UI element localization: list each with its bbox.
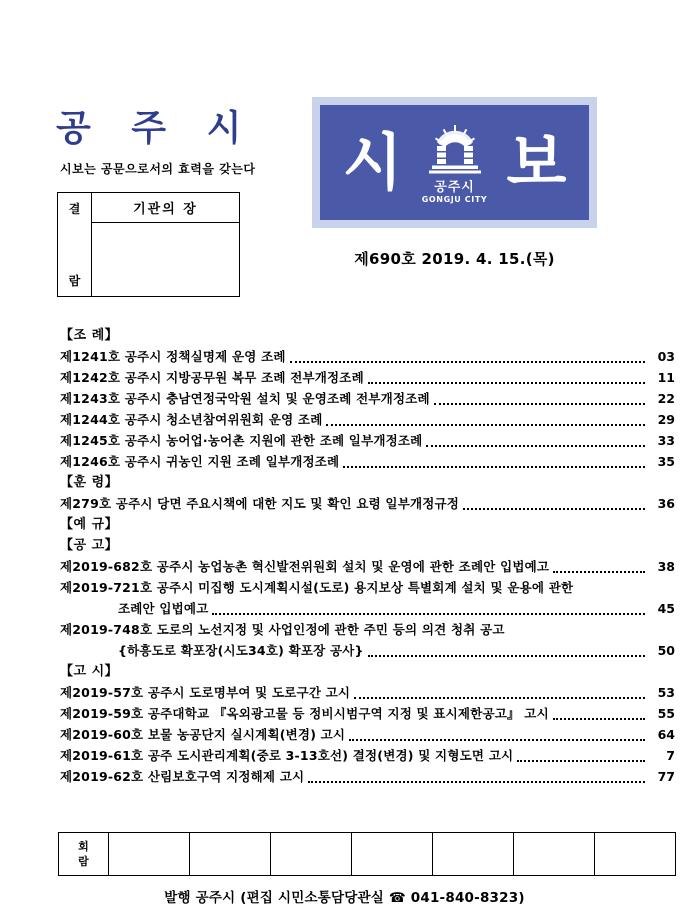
circulation-cell[interactable] bbox=[352, 833, 433, 875]
issue-number-date: 제690호 2019. 4. 15.(목) bbox=[354, 250, 555, 268]
toc-leader-dots bbox=[434, 402, 645, 405]
toc-entry[interactable] bbox=[60, 346, 675, 367]
toc-leader-dots bbox=[553, 570, 645, 573]
toc-entry[interactable] bbox=[60, 724, 675, 745]
toc-page-number: 35 bbox=[657, 454, 675, 469]
toc-leader-dots bbox=[517, 759, 645, 762]
toc-entry-label: 제2019-60호 보물 농공단지 실시계획(변경) 고시 bbox=[60, 727, 346, 742]
approval-signature-area bbox=[92, 223, 239, 296]
toc-entry-label: 제1246호 공주시 귀농인 지원 조례 일부개정조례 bbox=[60, 454, 340, 469]
approval-label-column bbox=[58, 193, 92, 296]
toc-entry[interactable] bbox=[60, 430, 675, 451]
circulation-cell[interactable] bbox=[271, 833, 352, 875]
toc-page-number: 77 bbox=[657, 769, 675, 784]
toc-page-number: 55 bbox=[657, 706, 675, 721]
toc-entry-label: 제1245호 공주시 농어업·농어촌 지원에 관한 조례 일부개정조례 bbox=[60, 433, 423, 448]
circulation-cell[interactable] bbox=[514, 833, 595, 875]
toc-entry[interactable] bbox=[60, 556, 675, 577]
toc-section-heading: 【공 고】 bbox=[60, 538, 119, 553]
circulation-cell[interactable] bbox=[433, 833, 514, 875]
toc-page-number: 45 bbox=[657, 601, 675, 616]
toc-entry[interactable] bbox=[60, 598, 675, 619]
toc-entry[interactable] bbox=[60, 367, 675, 388]
toc-entry[interactable] bbox=[60, 388, 675, 409]
arch-gate-icon bbox=[415, 122, 495, 180]
circulation-label-bottom: 람 bbox=[78, 855, 89, 868]
toc-section-heading: 【조 례】 bbox=[60, 328, 119, 343]
toc-entry-label: 제2019-748호 도로의 노선지정 및 사업인정에 관한 주민 등의 의견 청취 공고 bbox=[60, 622, 505, 637]
circulation-box bbox=[58, 832, 676, 876]
toc-entry-label: 제2019-62호 산림보호구역 지정해제 고시 bbox=[60, 769, 305, 784]
gazette-logo-inner bbox=[320, 105, 589, 220]
toc-leader-dots bbox=[577, 593, 645, 594]
toc-leader-dots bbox=[354, 696, 645, 699]
toc-entry[interactable] bbox=[60, 451, 675, 472]
toc-page-number: 36 bbox=[657, 496, 675, 511]
table-of-contents bbox=[60, 325, 675, 787]
toc-page-number: 50 bbox=[657, 643, 675, 658]
toc-entry-label: {하흥도로 확포장(시도34호) 확포장 공사} bbox=[118, 643, 364, 658]
toc-section-heading: 【예 규】 bbox=[60, 517, 119, 532]
approval-label-top: 결 bbox=[68, 202, 81, 216]
toc-entry-label: 제2019-57호 공주시 도로명부여 및 도로구간 고시 bbox=[60, 685, 351, 700]
toc-page-number: 38 bbox=[657, 559, 675, 574]
toc-page-number: 03 bbox=[657, 349, 675, 364]
toc-page-number: 11 bbox=[657, 370, 675, 385]
toc-entry[interactable] bbox=[60, 493, 675, 514]
toc-leader-dots bbox=[509, 635, 645, 636]
circulation-cell[interactable] bbox=[190, 833, 271, 875]
toc-leader-dots bbox=[290, 360, 645, 363]
toc-entry[interactable] bbox=[60, 409, 675, 430]
emblem-korean-label: 공주시 bbox=[434, 179, 475, 195]
approval-stamp-box bbox=[57, 192, 240, 297]
toc-entry-label: 조례안 입법예고 bbox=[118, 601, 209, 616]
circulation-cell[interactable] bbox=[595, 833, 675, 875]
toc-leader-dots bbox=[212, 612, 645, 615]
gazette-logo-banner bbox=[312, 97, 597, 228]
toc-entry-label: 제1242호 공주시 지방공무원 복무 조례 전부개정조례 bbox=[60, 370, 364, 385]
approval-signature-column bbox=[92, 193, 239, 296]
toc-entry-label: 제2019-61호 공주 도시관리계획(중로 3-13호선) 결정(변경) 및 지형도면 고시 bbox=[60, 748, 514, 763]
circulation-label bbox=[59, 833, 109, 875]
logo-char-bo: 보 bbox=[506, 125, 567, 199]
toc-entry-label: 제1241호 공주시 정책실명제 운영 조례 bbox=[60, 349, 286, 364]
toc-section-heading: 【고 시】 bbox=[60, 664, 119, 679]
emblem-english-label: GONGJU CITY bbox=[421, 194, 488, 204]
toc-entry-label: 제2019-682호 공주시 농업농촌 혁신발전위원회 설치 및 운영에 관한 조례안 입법예고 bbox=[60, 559, 550, 574]
toc-leader-dots bbox=[553, 717, 645, 720]
circulation-label-top: 회 bbox=[78, 840, 89, 853]
toc-page-number: 53 bbox=[657, 685, 675, 700]
logo-char-si: 시 bbox=[342, 125, 403, 199]
toc-leader-dots bbox=[368, 654, 645, 657]
toc-leader-dots bbox=[308, 780, 645, 783]
toc-entry-label: 제2019-59호 공주대학교 『옥외광고물 등 정비시범구역 지정 및 표시제한공고』 고시 bbox=[60, 706, 549, 721]
toc-entry[interactable] bbox=[60, 577, 675, 598]
toc-leader-dots bbox=[368, 381, 645, 384]
toc-entry-label: 제2019-721호 공주시 미집행 도시계획시설(도로) 용지보상 특별회계 설치 및 운용에 관한 bbox=[60, 580, 574, 595]
toc-leader-dots bbox=[426, 444, 645, 447]
toc-leader-dots bbox=[463, 507, 645, 510]
toc-page-number: 29 bbox=[657, 412, 675, 427]
toc-section-heading: 【훈 령】 bbox=[60, 475, 119, 490]
toc-entry[interactable] bbox=[60, 703, 675, 724]
toc-entry[interactable] bbox=[60, 640, 675, 661]
toc-entry-label: 제279호 공주시 당면 주요시책에 대한 지도 및 확인 요령 일부개정규정 bbox=[60, 496, 460, 511]
toc-entry[interactable] bbox=[60, 682, 675, 703]
toc-page-number: 7 bbox=[666, 748, 675, 763]
circulation-cell[interactable] bbox=[109, 833, 190, 875]
approval-column-header: 기관의 장 bbox=[92, 193, 239, 223]
toc-entry-label: 제1243호 공주시 충남연정국악원 설치 및 운영조례 전부개정조례 bbox=[60, 391, 430, 406]
toc-entry-label: 제1244호 공주시 청소년참여위원회 운영 조례 bbox=[60, 412, 323, 427]
masthead-note: 시보는 공문으로서의 효력을 갖는다 bbox=[60, 162, 256, 176]
toc-page-number: 22 bbox=[657, 391, 675, 406]
toc-entry[interactable] bbox=[60, 766, 675, 787]
toc-entry[interactable] bbox=[60, 619, 675, 640]
toc-page-number: 33 bbox=[657, 433, 675, 448]
gongju-city-emblem bbox=[415, 122, 495, 204]
page-title: 공 주 시 bbox=[56, 108, 256, 149]
approval-label-bottom: 람 bbox=[68, 274, 81, 288]
toc-leader-dots bbox=[349, 738, 645, 741]
publisher-line: 발행 공주시 (편집 시민소통담당관실 ☎ 041-840-8323) bbox=[164, 890, 525, 906]
toc-page-number: 64 bbox=[657, 727, 675, 742]
toc-leader-dots bbox=[343, 465, 645, 468]
toc-entry[interactable] bbox=[60, 745, 675, 766]
toc-leader-dots bbox=[326, 423, 645, 426]
